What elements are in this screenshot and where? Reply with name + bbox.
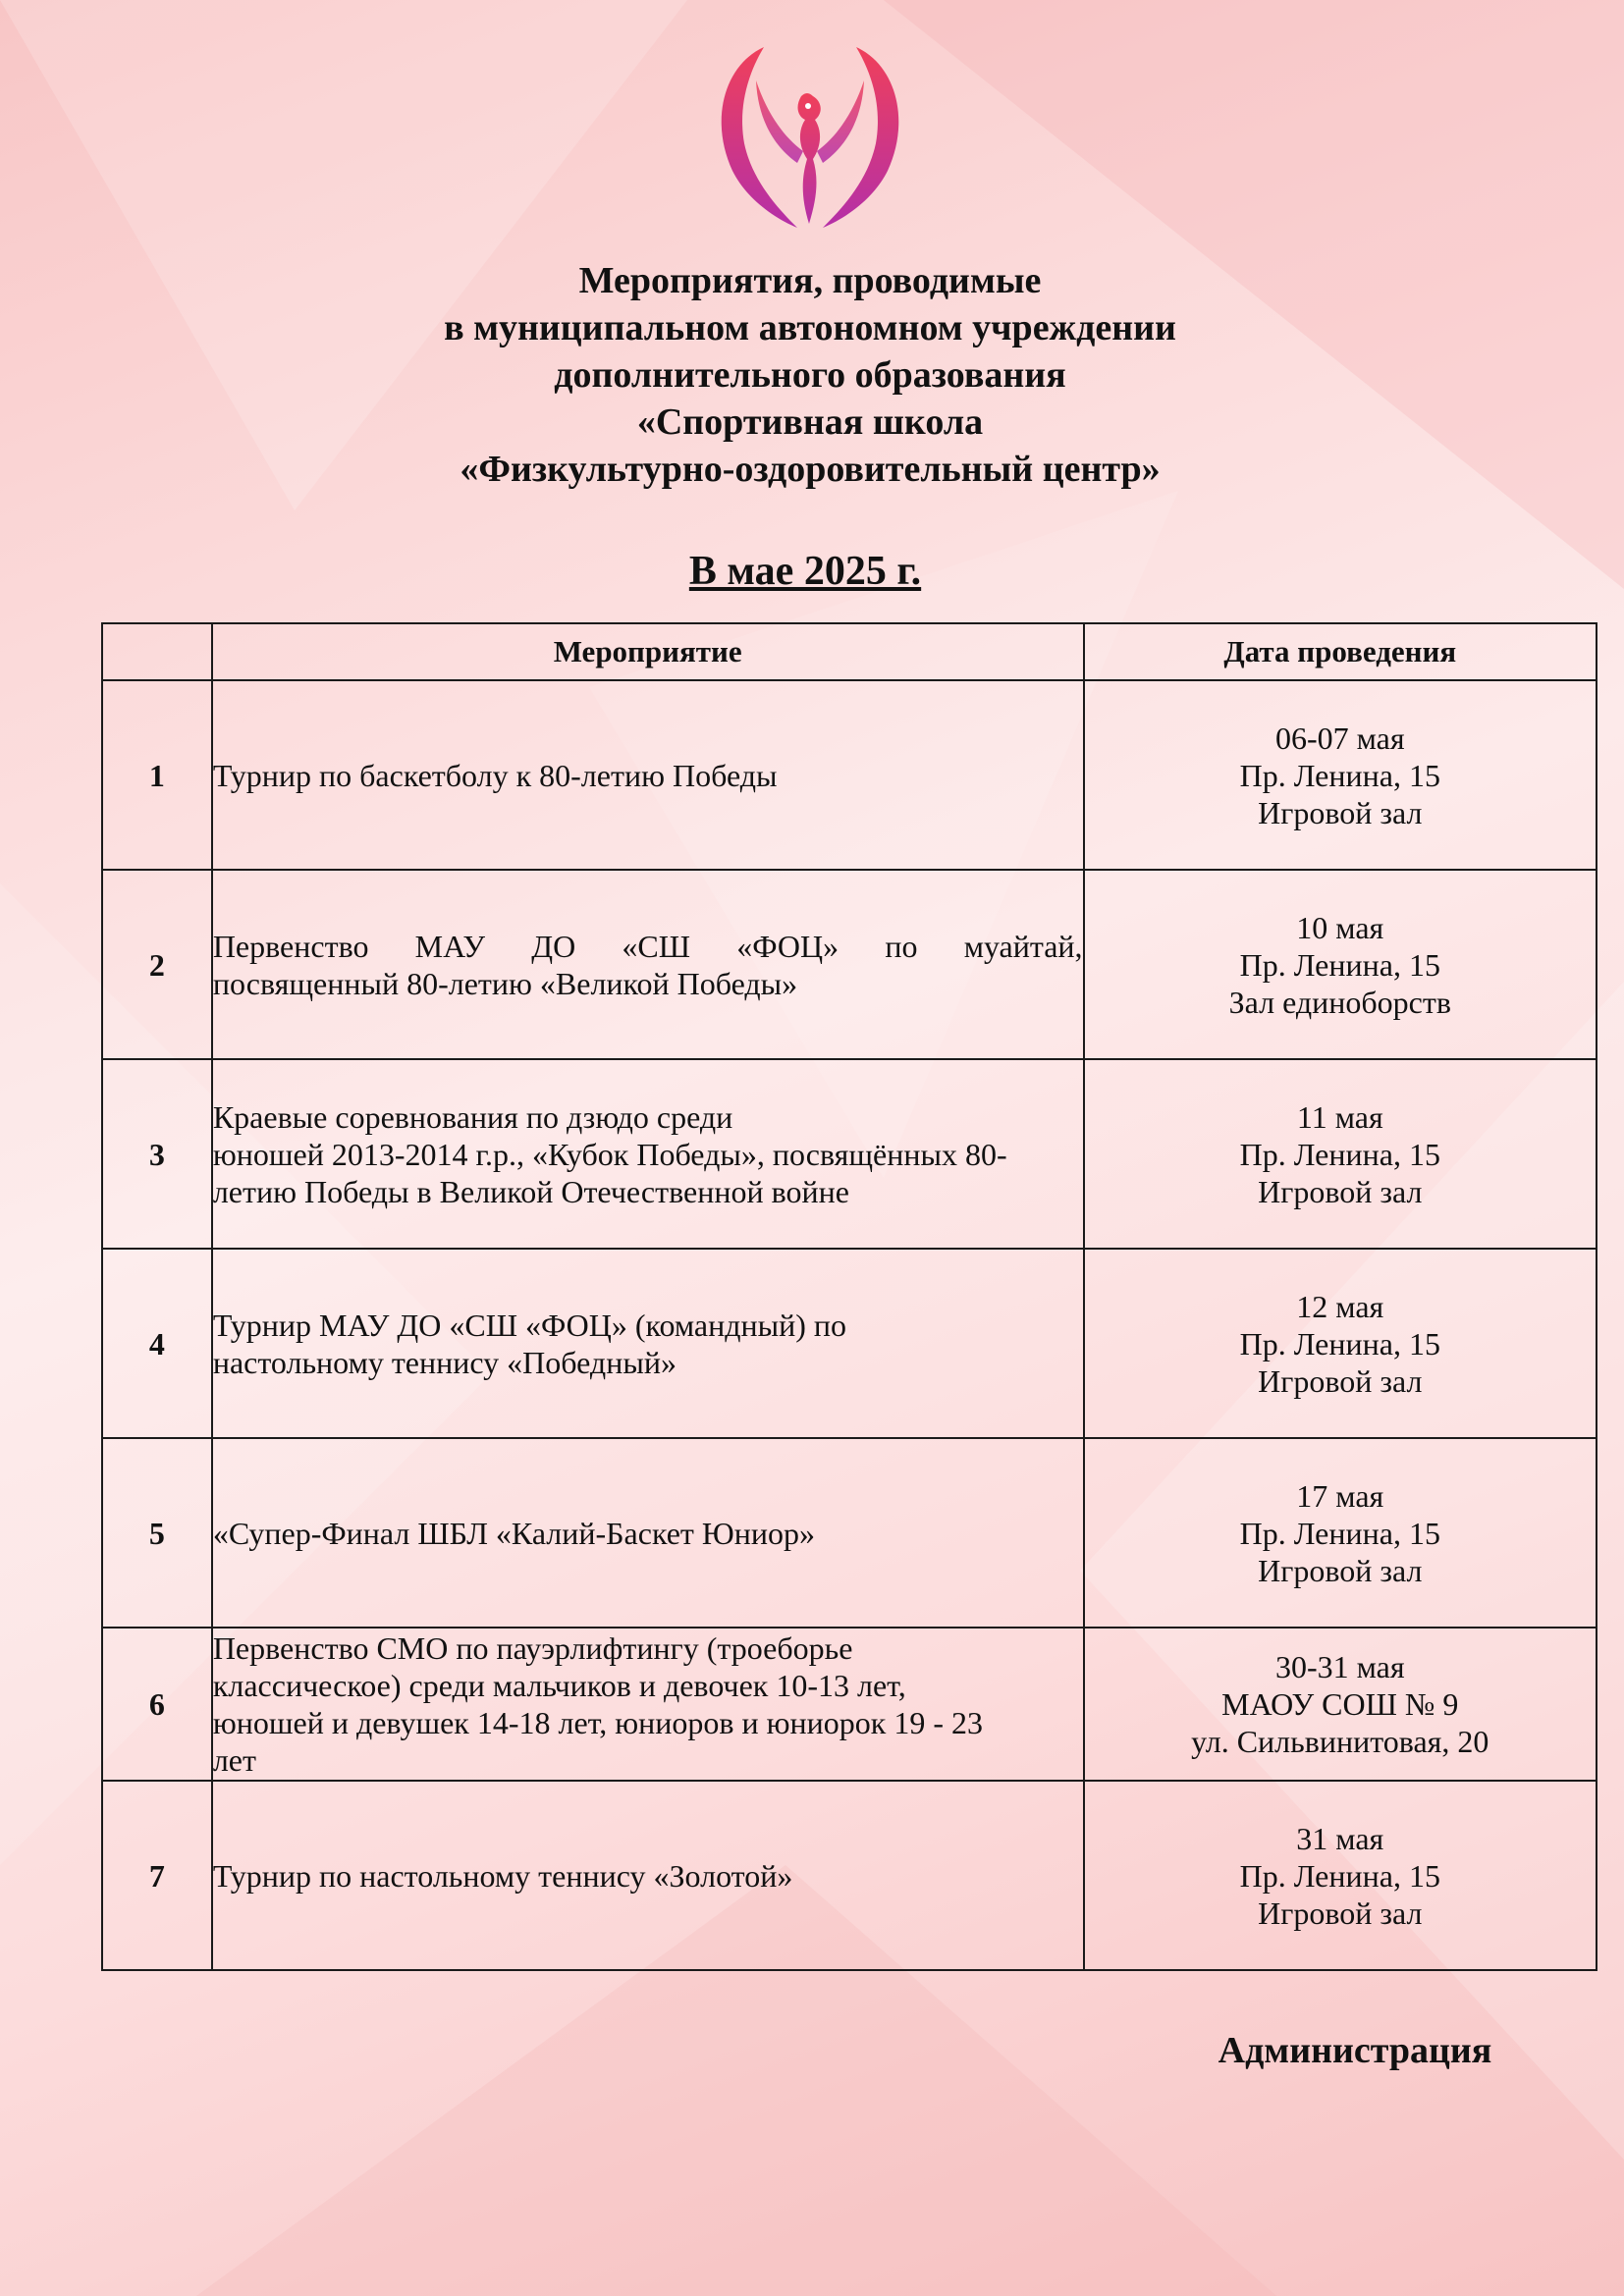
title-line-3: дополнительного образования	[554, 354, 1066, 396]
event-text: Турнир по баскетболу к 80-летию Победы	[212, 757, 778, 793]
event-cell	[212, 870, 1084, 1059]
event-text-line-2: настольному теннису «Победный»	[212, 1344, 677, 1380]
event-text-line-1: Первенство МАУ ДО «СШ «ФОЦ» по муайтай,	[212, 928, 1083, 964]
event-date: 11 мая	[1296, 1098, 1383, 1135]
date-cell	[1084, 1438, 1597, 1628]
header-number	[102, 623, 212, 680]
table-row	[102, 1438, 1597, 1628]
event-address: Пр. Ленина, 15	[1239, 1136, 1440, 1172]
event-date: 10 мая	[1296, 909, 1384, 945]
event-cell	[212, 1059, 1084, 1249]
table-row	[102, 1249, 1597, 1438]
row-number: 5	[102, 1438, 212, 1628]
event-text-line-1: Краевые соревнования по дзюдо среди	[212, 1098, 733, 1135]
header-date: Дата проведения	[1084, 623, 1597, 680]
event-venue: Игровой зал	[1258, 1362, 1423, 1399]
event-date: 17 мая	[1296, 1477, 1384, 1514]
document-title	[324, 257, 1296, 493]
table-row	[102, 1059, 1597, 1249]
table-row	[102, 870, 1597, 1059]
date-cell	[1084, 870, 1597, 1059]
event-cell	[212, 680, 1084, 870]
title-line-2: в муниципальном автономном учреждении	[444, 307, 1176, 348]
event-address: Пр. Ленина, 15	[1239, 946, 1440, 983]
date-cell	[1084, 1249, 1597, 1438]
row-number: 1	[102, 680, 212, 870]
event-date: 12 мая	[1296, 1288, 1384, 1324]
phoenix-logo-icon	[687, 41, 933, 238]
event-venue: ул. Сильвинитовая, 20	[1191, 1724, 1489, 1759]
event-address: Пр. Ленина, 15	[1239, 1857, 1440, 1894]
event-text-line-3: юношей и девушек 14-18 лет, юниоров и юниорок 19 - 23	[212, 1705, 983, 1740]
event-address: МАОУ СОШ № 9	[1221, 1686, 1459, 1722]
event-address: Пр. Ленина, 15	[1239, 1515, 1440, 1551]
row-number: 2	[102, 870, 212, 1059]
event-text-line-2: посвященный 80-летию «Великой Победы»	[212, 965, 798, 1001]
row-number: 7	[102, 1781, 212, 1970]
event-venue: Игровой зал	[1258, 794, 1423, 830]
title-line-5: «Физкультурно-оздоровительный центр»	[460, 449, 1161, 490]
event-text: «Супер-Финал ШБЛ «Калий-Баскет Юниор»	[212, 1515, 816, 1551]
table-row	[102, 1628, 1597, 1781]
title-line-4: «Спортивная школа	[636, 401, 984, 443]
signature: Администрация	[1218, 2030, 1492, 2071]
date-cell	[1084, 1628, 1597, 1781]
table-row	[102, 680, 1597, 870]
row-number: 3	[102, 1059, 212, 1249]
event-venue: Игровой зал	[1258, 1173, 1423, 1209]
row-number: 4	[102, 1249, 212, 1438]
title-line-1: Мероприятия, проводимые	[578, 260, 1042, 301]
event-cell	[212, 1781, 1084, 1970]
date-cell	[1084, 1059, 1597, 1249]
date-cell	[1084, 1781, 1597, 1970]
event-cell	[212, 1438, 1084, 1628]
document-subtitle: В мае 2025 г.	[688, 549, 922, 594]
event-cell	[212, 1628, 1084, 1781]
event-text-line-4: лет	[212, 1742, 256, 1778]
event-address: Пр. Ленина, 15	[1239, 757, 1440, 793]
event-text-line-3: летию Победы в Великой Отечественной войне	[212, 1173, 849, 1209]
event-venue: Зал единоборств	[1228, 984, 1451, 1020]
header-event: Мероприятие	[212, 623, 1084, 680]
table-header-row	[102, 623, 1597, 680]
event-date: 06-07 мая	[1274, 720, 1405, 756]
event-date: 30-31 мая	[1274, 1649, 1405, 1684]
event-address: Пр. Ленина, 15	[1239, 1325, 1440, 1362]
event-text: Турнир по настольному теннису «Золотой»	[212, 1857, 793, 1894]
row-number: 6	[102, 1628, 212, 1781]
event-text-line-1: Первенство СМО по пауэрлифтингу (троеборье	[212, 1630, 853, 1666]
event-text-line-2: юношей 2013-2014 г.р., «Кубок Победы», посвящённых 80-	[212, 1136, 1007, 1172]
event-venue: Игровой зал	[1258, 1552, 1423, 1588]
event-text-line-1: Турнир МАУ ДО «СШ «ФОЦ» (командный) по	[212, 1307, 847, 1343]
event-cell	[212, 1249, 1084, 1438]
date-cell	[1084, 680, 1597, 870]
table-row	[102, 1781, 1597, 1970]
event-date: 31 мая	[1296, 1820, 1384, 1856]
event-venue: Игровой зал	[1258, 1895, 1423, 1931]
event-text-line-2: классическое) среди мальчиков и девочек 10-13 лет,	[212, 1668, 906, 1703]
events-table	[101, 622, 1597, 1971]
